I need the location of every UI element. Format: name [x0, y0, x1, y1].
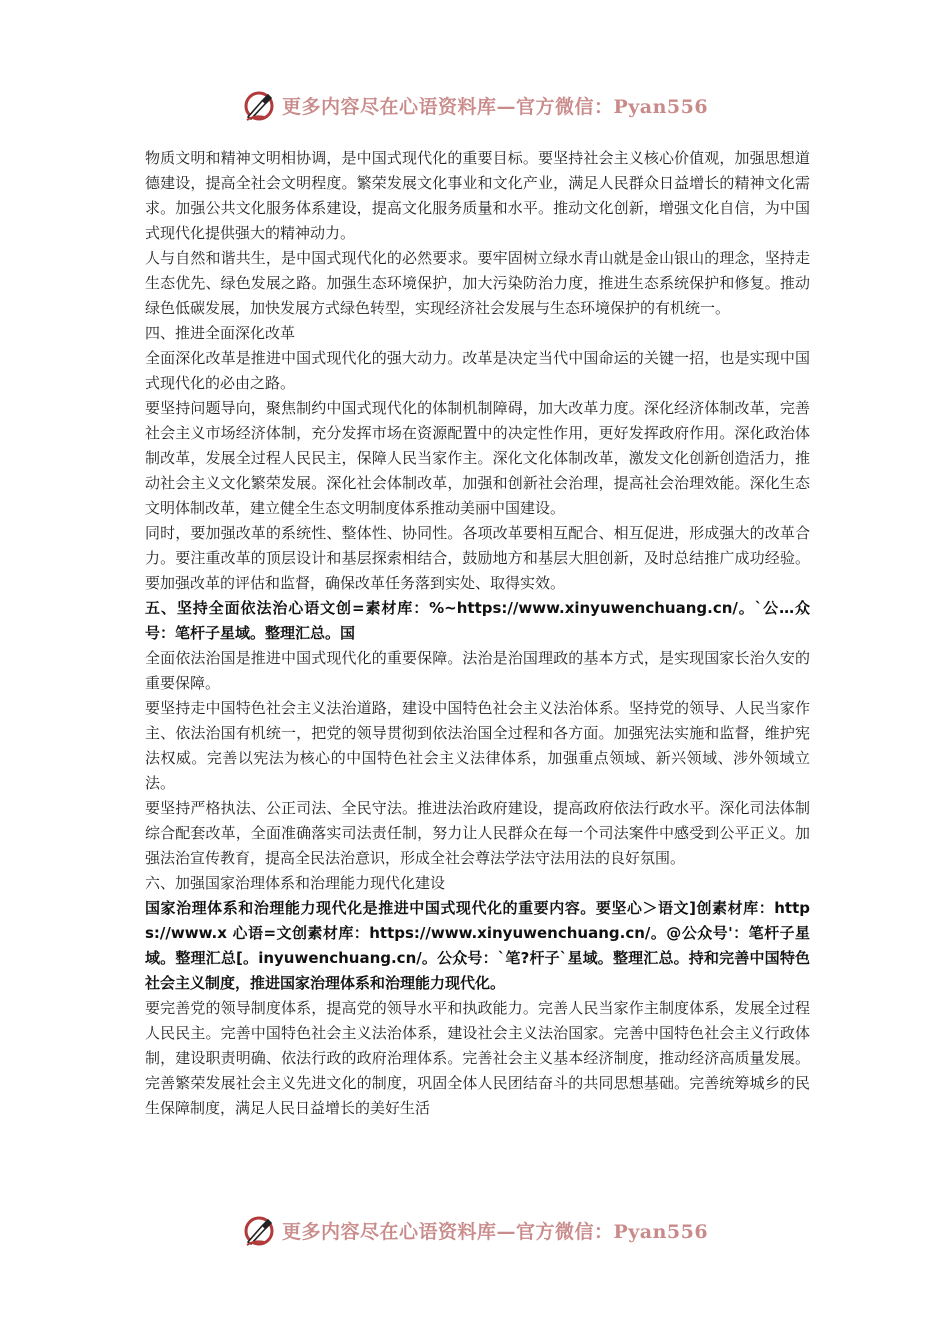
- paragraph: 人与自然和谐共生，是中国式现代化的必然要求。要牢固树立绿水青山就是金山银山的理念，坚持走生态优先、绿色发展之路。加强生态环境保护，加大污染防治力度，推进生态系统保护和修复。推动绿色低碳发展，加快发展方式绿色转型，实现经济社会发展与生态环境保护的有机统一。: [145, 249, 810, 317]
- banner-text: 更多内容尽在心语资料库—官方微信：Pyan556: [281, 95, 709, 118]
- document-body: [145, 146, 810, 1121]
- paragraph: 全面依法治国是推进中国式现代化的重要保障。法治是治国理政的基本方式，是实现国家长治久安的重要保障。: [145, 649, 810, 692]
- paragraph: 要完善党的领导制度体系，提高党的领导水平和执政能力。完善人民当家作主制度体系，发展全过程人民民主。完善中国特色社会主义法治体系，建设社会主义法治国家。完善中国特色社会主义行政体制，建设职责明确、依法行政的政府治理体系。完善社会主义基本经济制度，推动经济高质量发展。完善繁荣发展社会主义先进文化的制度，巩固全体人民团结奋斗的共同思想基础。完善统筹城乡的民生保障制度，满足人民日益增长的美好生活: [145, 999, 810, 1117]
- paragraph: 同时，要加强改革的系统性、整体性、协同性。各项改革要相互配合、相互促进，形成强大的改革合力。要注重改革的顶层设计和基层探索相结合，鼓励地方和基层大胆创新，及时总结推广成功经验。要加强改革的评估和监督，确保改革任务落到实处、取得实效。: [145, 524, 810, 592]
- header-watermark-banner: [0, 82, 950, 128]
- paragraph: 物质文明和精神文明相协调，是中国式现代化的重要目标。要坚持社会主义核心价值观，加强思想道德建设，提高全社会文明程度。繁荣发展文化事业和文化产业，满足人民群众日益增长的精神文化需求。加强公共文化服务体系建设，提高文化服务质量和水平。推动文化创新，增强文化自信，为中国式现代化提供强大的精神动力。: [145, 149, 810, 242]
- pen-logo-icon: [242, 1212, 278, 1248]
- paragraph: 六、加强国家治理体系和治理能力现代化建设: [145, 874, 446, 892]
- paragraph: 要坚持问题导向，聚焦制约中国式现代化的体制机制障碍，加大改革力度。深化经济体制改革，完善社会主义市场经济体制，充分发挥市场在资源配置中的决定性作用，更好发挥政府作用。深化政治体制改革，发展全过程人民民主，保障人民当家作主。深化文化体制改革，激发文化创新创造活力，推动社会主义文化繁荣发展。深化社会体制改革，加强和创新社会治理，提高社会治理效能。深化生态文明体制改革，建立健全生态文明制度体系推动美丽中国建设。: [145, 399, 810, 517]
- paragraph: 全面深化改革是推进中国式现代化的强大动力。改革是决定当代中国命运的关键一招，也是实现中国式现代化的必由之路。: [145, 349, 810, 392]
- paragraph: 要坚持走中国特色社会主义法治道路，建设中国特色社会主义法治体系。坚持党的领导、人民当家作主、依法治国有机统一，把党的领导贯彻到依法治国全过程和各方面。加强宪法实施和监督，维护宪法权威。完善以宪法为核心的中国特色社会主义法律体系，加强重点领域、新兴领域、涉外领域立法。: [145, 699, 810, 792]
- watermark-paragraph: 国家治理体系和治理能力现代化是推进中国式现代化的重要内容。要坚心＞语文]创素材库：https://www.x 心语=文创素材库：https://www.xinyuwenchuang.cn/。@公众号'：笔杆子星域。整理汇总[。inyuwenchuang.cn/。公众号：`笔?杆子`星域。整理汇总。持和完善中国特色社会主义制度，推进国家治理体系和治理能力现代化。: [145, 899, 810, 992]
- paragraph: 要坚持严格执法、公正司法、全民守法。推进法治政府建设，提高政府依法行政水平。深化司法体制综合配套改革，全面准确落实司法责任制，努力让人民群众在每一个司法案件中感受到公平正义。加强法治宣传教育，提高全民法治意识，形成全社会尊法学法守法用法的良好氛围。: [145, 799, 810, 867]
- pen-logo-icon: [242, 87, 278, 123]
- footer-watermark-banner: [0, 1207, 950, 1253]
- paragraph: 四、推进全面深化改革: [145, 324, 296, 342]
- watermark-paragraph: 五、坚持全面依法治心语文创=素材库：%~https://www.xinyuwenchuang.cn/。`公…众号：笔杆子星域。整理汇总。国: [145, 599, 810, 642]
- banner-text: 更多内容尽在心语资料库—官方微信：Pyan556: [281, 1220, 709, 1243]
